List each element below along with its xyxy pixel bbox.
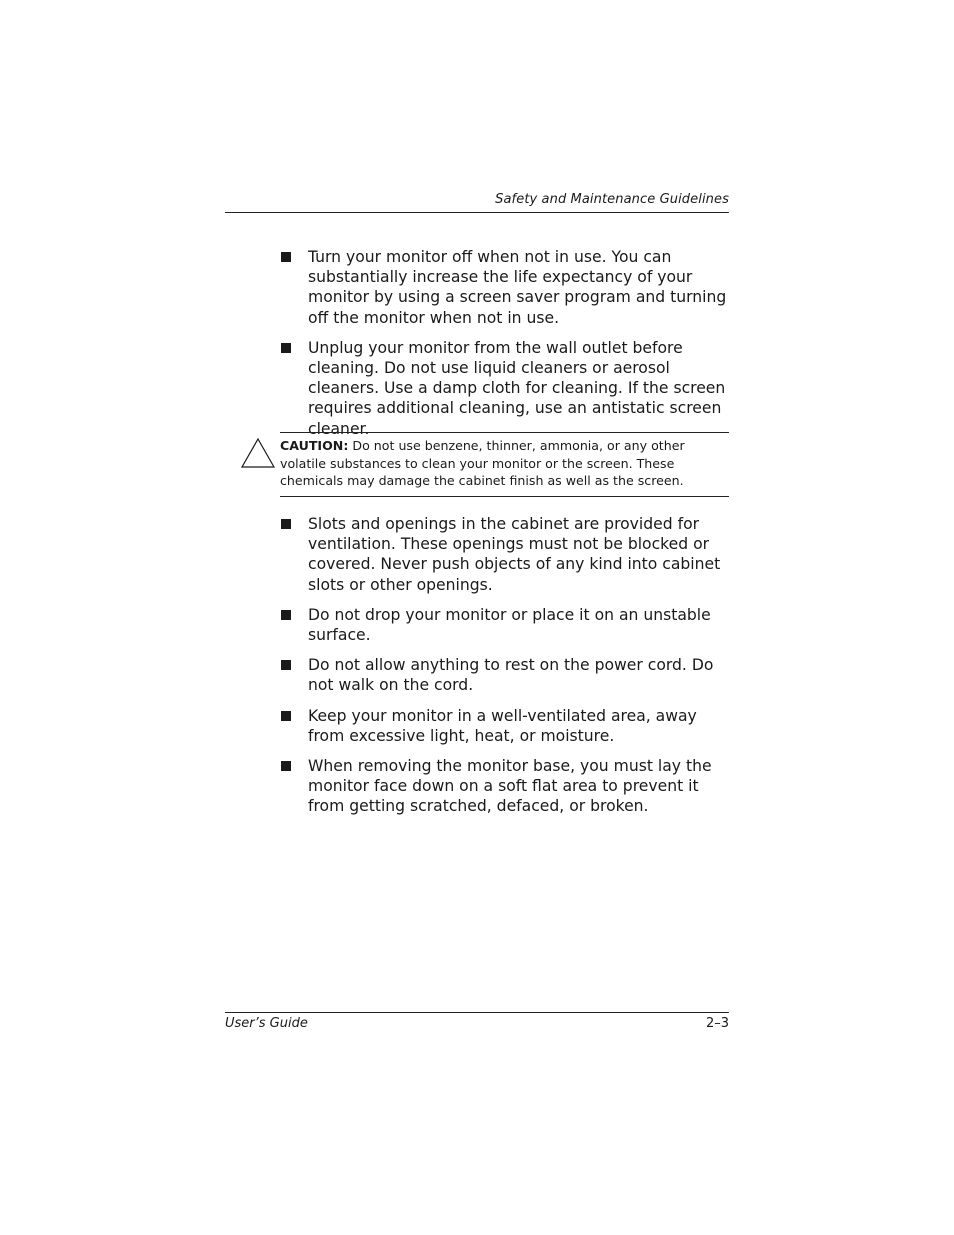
square-bullet-icon bbox=[281, 711, 291, 721]
square-bullet-icon bbox=[281, 660, 291, 670]
bullet-list-bottom bbox=[281, 514, 733, 827]
bullet-text: Turn your monitor off when not in use. You can substantially increase the life expectancy of your monitor by using a screen saver program and turning off the monitor when not in use. bbox=[308, 248, 727, 327]
bullet-text: Keep your monitor in a well-ventilated area, away from excessive light, heat, or moisture. bbox=[308, 706, 697, 745]
bullet-text: Unplug your monitor from the wall outlet before cleaning. Do not use liquid cleaners or aerosol cleaners. Use a damp cloth for cleaning. If the screen requires additional cleaning, use an antistatic screen cleaner. bbox=[308, 338, 726, 438]
page-number: 2–3 bbox=[705, 1016, 729, 1031]
bullet-text: Do not allow anything to rest on the power cord. Do not walk on the cord. bbox=[308, 656, 714, 695]
bullet-item bbox=[281, 247, 733, 328]
caution-body: Do not use benzene, thinner, ammonia, or any other volatile substances to clean your monitor or the screen. These chemicals may damage the cabinet finish as well as the screen. bbox=[280, 438, 685, 488]
caution-bottom-rule bbox=[280, 496, 729, 497]
bullet-text: Slots and openings in the cabinet are provided for ventilation. These openings must not be blocked or covered. Never push objects of any kind into cabinet slots or other openings. bbox=[308, 515, 721, 594]
caution-text-block bbox=[280, 437, 729, 490]
bullet-item bbox=[281, 756, 733, 817]
caution-top-rule bbox=[280, 432, 729, 433]
section-title: Safety and Maintenance Guidelines bbox=[495, 192, 729, 207]
bullet-item bbox=[281, 514, 733, 595]
bullet-item bbox=[281, 338, 733, 439]
bullet-item bbox=[281, 706, 733, 746]
square-bullet-icon bbox=[281, 252, 291, 262]
square-bullet-icon bbox=[281, 343, 291, 353]
running-footer bbox=[225, 1012, 729, 1034]
bullet-text: When removing the monitor base, you must lay the monitor face down on a soft flat area to prevent it from getting scratched, defaced, or broken. bbox=[308, 757, 712, 816]
square-bullet-icon bbox=[281, 610, 291, 620]
caution-triangle-icon bbox=[240, 437, 276, 469]
caution-label: CAUTION: bbox=[280, 438, 349, 453]
square-bullet-icon bbox=[281, 761, 291, 771]
running-header bbox=[225, 190, 729, 213]
bullet-list-top bbox=[281, 247, 733, 449]
bullet-item bbox=[281, 605, 733, 645]
square-bullet-icon bbox=[281, 519, 291, 529]
bullet-text: Do not drop your monitor or place it on an unstable surface. bbox=[308, 605, 711, 645]
caution-notice bbox=[240, 432, 729, 496]
guide-name: User’s Guide bbox=[225, 1016, 308, 1031]
bullet-item bbox=[281, 655, 733, 695]
